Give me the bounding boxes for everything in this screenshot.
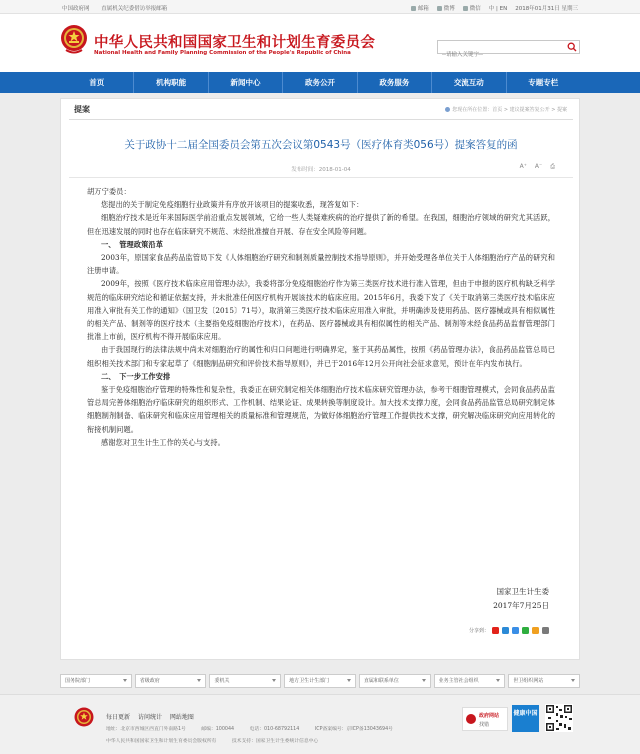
section-heading: 一、 管理政策沿革 xyxy=(101,239,163,249)
weibo-share-icon[interactable] xyxy=(492,627,499,634)
renren-share-icon[interactable] xyxy=(532,627,539,634)
nav-topics[interactable]: 专题专栏 xyxy=(528,78,559,87)
qzone-share-icon[interactable] xyxy=(502,627,509,634)
select-state-council-depts[interactable]: 国务院部门 xyxy=(60,674,132,688)
report-mailbox-link[interactable]: 直属机关纪委借访举报邮箱 xyxy=(101,6,168,12)
chevron-down-icon xyxy=(123,679,127,682)
chevron-down-icon xyxy=(272,679,276,682)
visit-stats-link[interactable]: 访问统计 xyxy=(137,714,162,721)
footer-icp[interactable]: ICP备案编号：京ICP备13043694号 xyxy=(314,727,393,732)
footer-links xyxy=(106,712,200,721)
chevron-down-icon xyxy=(496,679,500,682)
article-panel xyxy=(60,98,580,660)
paragraph: 2009年，按照《医疗技术临床应用管理办法》，我委将部分免疫细胞治疗作为第三类医疗技术进行准入管理，但由于申报的医疗机构缺乏科学规范的临床研究结论和循证依据支持，并未批准任何医疗机构开展该技术的临床应用。2015年6月，我委下发了《关于取消第三类医疗技术临床应用准入审批有关工作的通知》（国卫发〔2015〕71号），取消第三类医疗技术临床应用准入审批，并明确涉及使用药品、医疗器械或具有相似属性的相关产品、制剂等的医疗技术（主要指免疫细胞治疗技术），在药品、医疗器械或具有相似属性的相关产品、制剂等未经食品药品监督管理部门批准上市前，医疗机构不得开展临床应用。 xyxy=(87,279,555,342)
article-body xyxy=(87,185,555,449)
chevron-down-icon xyxy=(347,679,351,682)
national-emblem-icon xyxy=(74,707,94,729)
chevron-down-icon xyxy=(571,679,575,682)
nav-home[interactable]: 首页 xyxy=(60,72,134,93)
wechat-share-icon[interactable] xyxy=(522,627,529,634)
weibo-icon xyxy=(437,6,442,11)
site-footer xyxy=(0,694,640,754)
salutation: 胡万宁委员： xyxy=(87,187,131,196)
divider xyxy=(69,119,573,120)
national-emblem-icon[interactable] xyxy=(60,24,88,56)
font-tools xyxy=(520,163,555,171)
paragraph: 细胞治疗技术是近年来国际医学前沿重点发展领域，它给一些人类疑难疾病的治疗提供了新的希望。在我国，细胞治疗领域的研究尤其活跃，但在迅速发展的同时也存在临床研究不规范、未经批准擅自开展、存在安全风险等问题。 xyxy=(87,213,555,236)
paragraph: 2003年，原国家食品药品监管局下发《人体细胞治疗研究和制剂质量控制技术指导原则》，并开始受理各单位关于人体细胞治疗产品的研究和注册申请。 xyxy=(87,253,555,276)
chevron-down-icon xyxy=(197,679,201,682)
sitemap-link[interactable]: 网站地图 xyxy=(169,714,194,721)
daily-update-link[interactable]: 每日更新 xyxy=(106,714,131,721)
related-sites-bar xyxy=(60,674,580,688)
print-button[interactable]: ⎙ xyxy=(550,163,555,170)
search-box xyxy=(437,40,580,54)
select-provincial-govs[interactable]: 省级政府 xyxy=(135,674,207,688)
mail-icon xyxy=(411,6,416,11)
language-switch[interactable]: 中 | EN xyxy=(488,6,508,12)
nav-disclosure[interactable]: 政务公开 xyxy=(283,72,357,93)
location-icon xyxy=(445,107,450,112)
sign-date: 2017年7月25日 xyxy=(493,601,549,610)
current-date: 2018年01月31日 星期三 xyxy=(515,6,578,12)
share-label: 分享到： xyxy=(468,628,489,634)
share-bar xyxy=(469,627,549,634)
select-local-health-depts[interactable]: 地方卫生计生部门 xyxy=(284,674,356,688)
paragraph: 感谢您对卫生计生工作的关心与支持。 xyxy=(101,437,225,447)
top-utility-bar xyxy=(0,0,640,14)
signer-name: 国家卫生计生委 xyxy=(496,587,549,596)
mail-link[interactable]: 邮箱 xyxy=(411,4,429,12)
select-who-sites[interactable]: 世卫组织网站 xyxy=(508,674,580,688)
wechat-icon xyxy=(463,6,468,11)
nav-services[interactable]: 政务服务 xyxy=(358,72,432,93)
section-heading: 二、 下一步工作安排 xyxy=(101,371,171,381)
select-social-orgs[interactable]: 业务主管社会组织 xyxy=(434,674,506,688)
more-share-icon[interactable] xyxy=(542,627,549,634)
divider xyxy=(69,177,573,178)
select-commission-offices[interactable]: 委机关 xyxy=(209,674,281,688)
weibo-link[interactable]: 微博 xyxy=(437,4,455,12)
main-nav xyxy=(0,72,640,93)
footer-support: 技术支持：国家卫生计生委统计信息中心 xyxy=(231,739,319,744)
footer-copyright-line xyxy=(106,737,332,744)
article-title: 关于政协十二届全国委员会第五次会议第0543号（医疗体育类056号）提案答复的函 xyxy=(124,139,518,151)
select-affiliated-units[interactable]: 直属和联系单位 xyxy=(359,674,431,688)
qr-code-icon xyxy=(545,704,573,732)
paragraph: 您提出的关于制定免疫细胞行业政策并有序放开该项目的提案收悉，现答复如下： xyxy=(101,200,364,210)
tencent-share-icon[interactable] xyxy=(512,627,519,634)
site-title-en: National Health and Family Planning Commission of the People's Republic of China xyxy=(94,50,351,56)
footer-contact-line xyxy=(106,725,407,732)
paragraph: 鉴于免疫细胞治疗管理的特殊性和复杂性，我委正在研究制定相关体细胞治疗技术临床研究管理办法，参考干细胞管理模式，会同食品药品监管总局完善体细胞治疗临床研究的组织形式、工作机制、结果论证、成果转换等制度设计。加大技术支撑力度，会同食品药品监管总局研究制定体细胞制剂制备、临床研究和临床应用管理相关的质量标准和管理规范，为做好体细胞治疗管理工作提供技术支撑，研究解决临床研究向应用转化的衔接机制问题。 xyxy=(87,385,555,434)
gov-site-error-report-badge[interactable]: 政府网站 找错 xyxy=(462,707,508,731)
footer-address: 地址：北京市西城区西直门外南路1号 xyxy=(106,727,186,732)
signature-block xyxy=(493,585,549,613)
footer-phone: 电话：010-68792114 xyxy=(249,727,300,732)
gov-portal-link[interactable]: 中国政府网 xyxy=(62,6,90,12)
footer-sponsor: 中华人民共和国国家卫生和计划生育委员会版权所有 xyxy=(106,739,217,744)
paragraph: 由于我国现行的法律法规中尚未对细胞治疗的属性和归口问题进行明确界定，鉴于其药品属性，按照《药品管理办法》，食品药品监管总局已组织相关技术部门和专家起草了《细胞制品研究和评价技术指导原则》，并已于2016年12月公开向社会征求意见，预计在年内发布执行。 xyxy=(87,345,555,368)
gov-badge-icon xyxy=(466,714,476,724)
publish-time: 发布时间：2018-01-04 xyxy=(291,167,351,173)
search-icon[interactable] xyxy=(567,42,577,52)
font-decrease-button[interactable]: A⁻ xyxy=(534,163,543,170)
search-input[interactable] xyxy=(438,49,563,61)
healthy-china-badge[interactable]: 健康中国 xyxy=(512,705,539,732)
nav-interaction[interactable]: 交流互动 xyxy=(432,72,506,93)
chevron-down-icon xyxy=(422,679,426,682)
nav-functions[interactable]: 机构职能 xyxy=(134,72,208,93)
footer-postcode: 邮编：100044 xyxy=(201,727,235,732)
site-title-cn[interactable]: 中华人民共和国国家卫生和计划生育委员会 xyxy=(94,35,376,51)
font-increase-button[interactable]: A⁺ xyxy=(519,163,527,170)
section-title: 提案 xyxy=(74,105,90,114)
nav-news[interactable]: 新闻中心 xyxy=(209,72,283,93)
site-header xyxy=(0,14,640,72)
wechat-link[interactable]: 微信 xyxy=(463,4,481,12)
breadcrumb[interactable]: 您现在所在位置：首页 > 建议提案答复公开 > 提案 xyxy=(445,106,567,113)
